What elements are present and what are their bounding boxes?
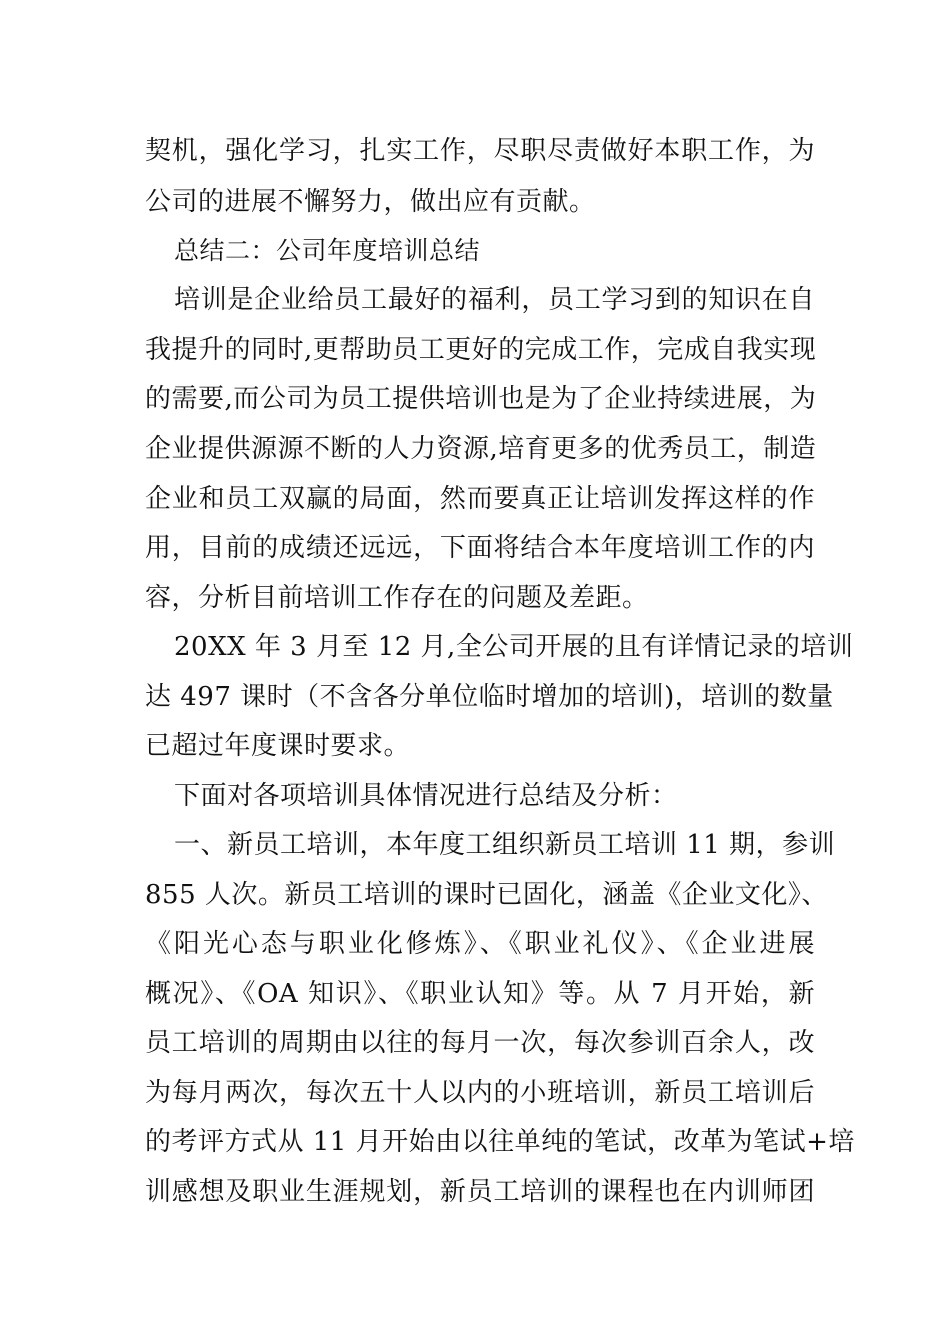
body-text-line: 员工培训的周期由以往的每月一次，每次参训百余人，改 <box>145 1028 815 1058</box>
body-text-line: 公司的进展不懈努力，做出应有贡献。 <box>145 187 596 217</box>
body-text-line: 概况》、《OA 知识》、《职业认知》等。从 7 月开始，新 <box>145 979 815 1009</box>
section-heading: 总结二：公司年度培训总结 <box>174 236 481 265</box>
body-text-line: 已超过年度课时要求。 <box>145 731 411 761</box>
body-text-line: 企业和员工双赢的局面，然而要真正让培训发挥这样的作 <box>145 484 815 514</box>
body-text-line: 一、新员工培训，本年度工组织新员工培训 11 期，参训 <box>174 830 836 860</box>
body-text-line: 的需要,而公司为员工提供培训也是为了企业持续进展，为 <box>145 384 817 414</box>
body-text-line: 的考评方式从 11 月开始由以往单纯的笔试，改革为笔试+培 <box>145 1127 855 1157</box>
body-text-line: 下面对各项培训具体情况进行总结及分析： <box>174 781 678 811</box>
body-text-line: 我提升的同时,更帮助员工更好的完成工作，完成自我实现 <box>145 335 817 365</box>
body-text-line: 训感想及职业生涯规划，新员工培训的课程也在内训师团 <box>145 1177 815 1207</box>
body-text-line: 855 人次。新员工培训的课时已固化，涵盖《企业文化》、 <box>145 880 828 910</box>
body-text-line: 《阳光心态与职业化修炼》、《职业礼仪》、《企业进展 <box>145 929 815 959</box>
body-text-line: 用，目前的成绩还远远，下面将结合本年度培训工作的内 <box>145 533 815 563</box>
body-text-line: 容，分析目前培训工作存在的问题及差距。 <box>145 583 649 613</box>
body-text-line: 为每月两次，每次五十人以内的小班培训，新员工培训后 <box>145 1078 815 1108</box>
body-text-line: 培训是企业给员工最好的福利，员工学习到的知识在自 <box>174 285 815 315</box>
body-text-line: 达 497 课时（不含各分单位临时增加的培训)，培训的数量 <box>145 682 834 712</box>
body-text-line: 契机，强化学习，扎实工作，尽职尽责做好本职工作，为 <box>145 136 815 166</box>
body-text-line: 20XX 年 3 月至 12 月,全公司开展的且有详情记录的培训 <box>174 632 854 662</box>
body-text-line: 企业提供源源不断的人力资源,培育更多的优秀员工，制造 <box>145 434 817 464</box>
